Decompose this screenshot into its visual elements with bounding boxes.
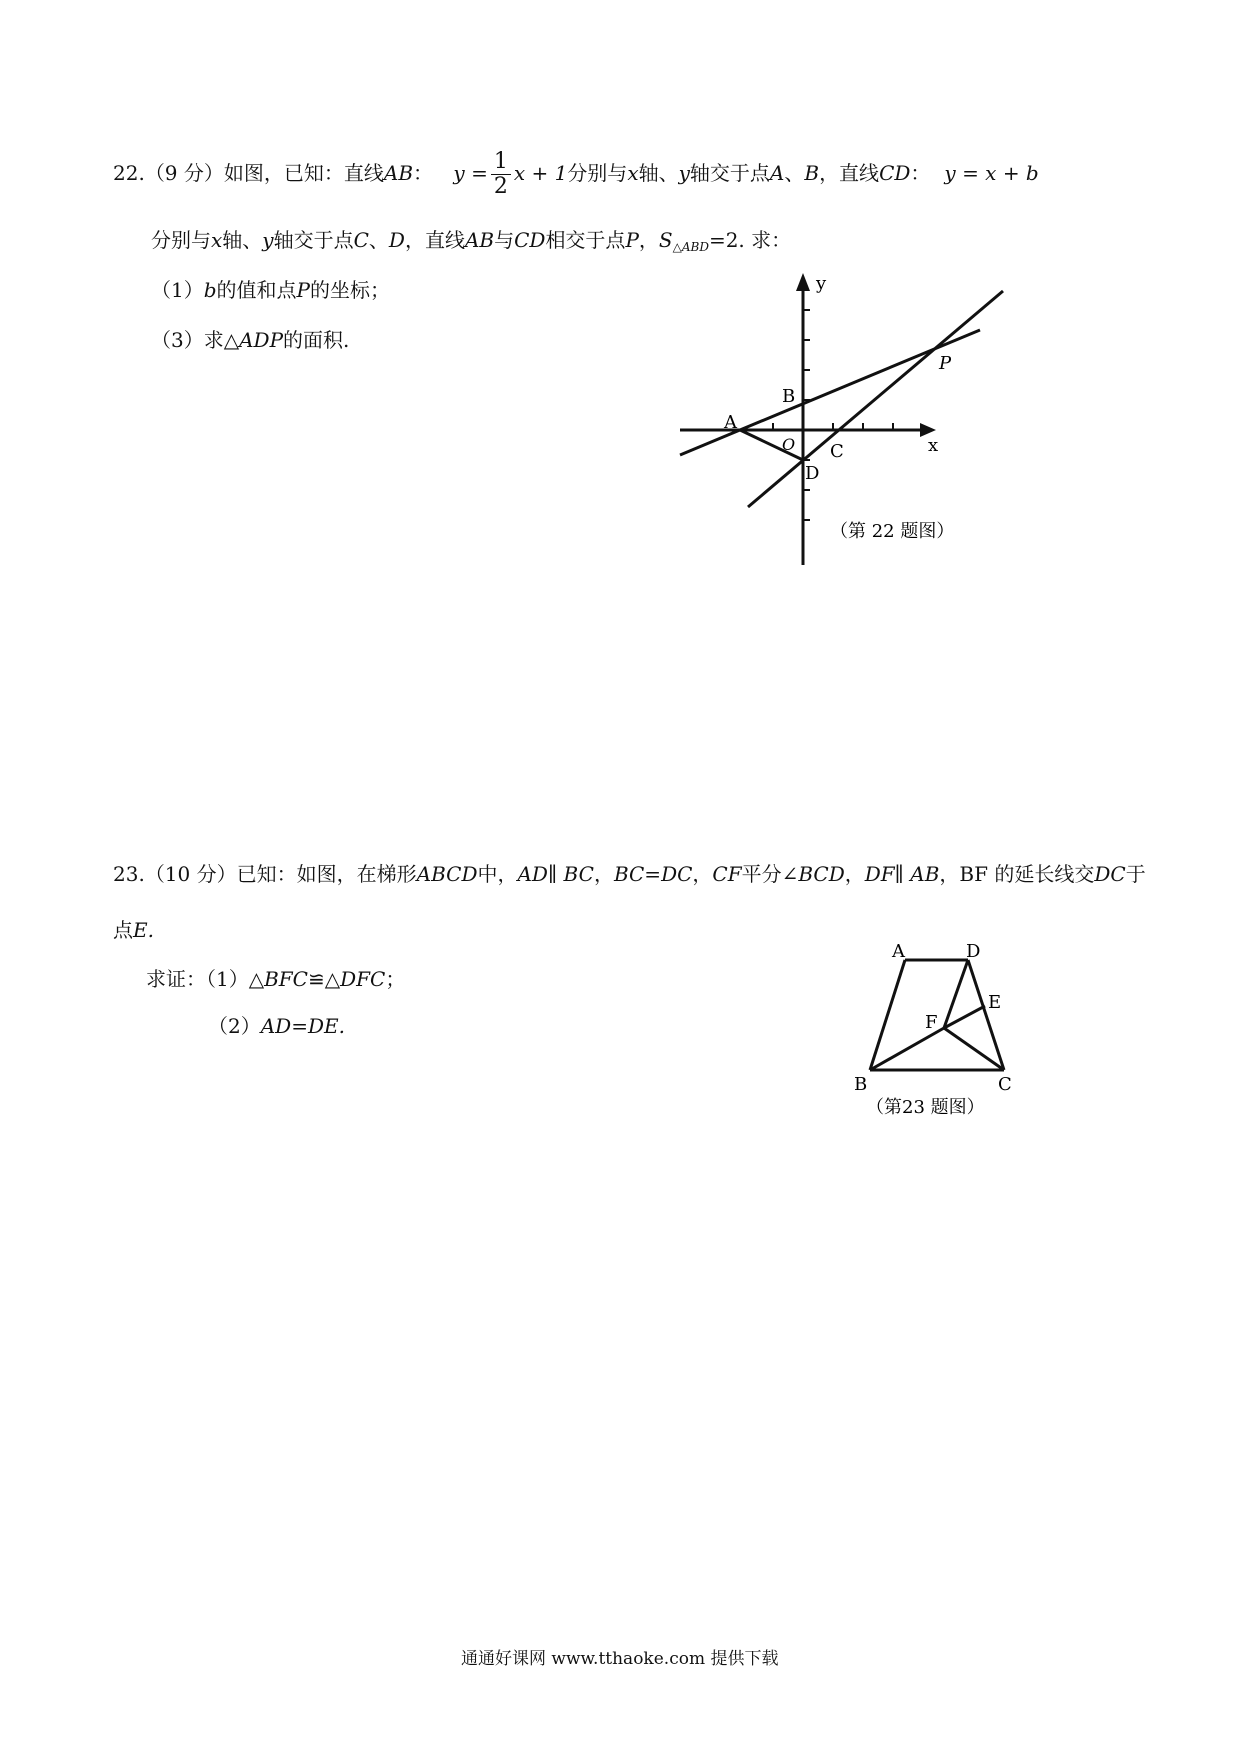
q22-line2 (151, 226, 791, 261)
q23-cond2: BC=DC (613, 862, 693, 886)
q23-prove-prefix: 求证：（1）△ (146, 967, 265, 991)
label-c: C (830, 441, 844, 462)
label-x: x (928, 435, 939, 456)
q23-comma: ， (692, 862, 713, 886)
fraction-numerator: 1 (491, 150, 511, 175)
label-d: D (966, 941, 981, 962)
q23-point-e: E. (133, 918, 154, 942)
q22-sub3 (151, 326, 349, 354)
q22-text: ，直线 (404, 228, 465, 252)
q22-area-s: S (658, 228, 673, 252)
q23-prove1-b: DFC (340, 967, 386, 991)
q23-comma: ， (593, 862, 614, 886)
q23-text: 于 (1125, 862, 1146, 886)
q22-sub3-prefix: （3）求△ (151, 328, 240, 352)
q22-text: 轴交于点 (689, 161, 770, 185)
q23-comma: ， (844, 862, 865, 886)
q22-line1 (113, 150, 1039, 199)
q22-sep: 、 (368, 228, 389, 252)
q22-point-d: D (388, 228, 405, 252)
q23-prove1-mid: ≌△ (308, 967, 341, 991)
label-b: B (782, 386, 796, 407)
label-d: D (805, 463, 820, 484)
q22-fraction (491, 150, 511, 199)
q23-number: 23. (113, 862, 145, 886)
q23-cond3-a: CF (712, 862, 742, 886)
q22-sub1-p: P (296, 278, 311, 302)
q22-sub1-end: 的坐标； (310, 278, 391, 302)
q22-sub1 (151, 276, 390, 304)
q22-line-ab: AB (383, 161, 414, 185)
q22-sub3-end: 的面积. (283, 328, 350, 352)
q22-eq1-rhs: x + 1 (513, 161, 568, 185)
figure-22 (660, 265, 1020, 575)
q22-number: 22. (113, 161, 145, 185)
segment-fc (944, 1028, 1004, 1070)
q23-prove1 (146, 965, 405, 993)
q23-prove1-a: BFC (264, 967, 308, 991)
q22-text: ，直线 (819, 161, 880, 185)
q22-colon: ： (910, 161, 931, 185)
q23-cond1: AD∥ BC (517, 862, 594, 886)
q22-point-c: C (353, 228, 369, 252)
q22-line-ab: AB (464, 228, 495, 252)
q22-sub1-text: 的值和点 (216, 278, 297, 302)
fraction-denominator: 2 (493, 174, 508, 199)
q23-prove1-end: ； (385, 967, 406, 991)
q22-y-var: y (678, 161, 690, 185)
q22-text: 轴、 (638, 161, 679, 185)
q23-text: 点 (113, 918, 133, 942)
label-c: C (998, 1074, 1012, 1095)
q22-point-b: B (804, 161, 820, 185)
q23-line2 (113, 916, 154, 944)
q23-score: （10 分） (144, 862, 237, 886)
q22-text: 与 (494, 228, 515, 252)
label-e: E (988, 992, 1002, 1013)
q22-x-var: x (211, 228, 223, 252)
label-o: O (782, 435, 796, 454)
q22-eq1-lhs: y = (453, 161, 488, 185)
q22-eq2: y = x + b (944, 161, 1039, 185)
q22-area-val: =2. 求： (708, 228, 792, 252)
segment-dc (968, 960, 1004, 1070)
q22-text: 相交于点 (545, 228, 626, 252)
q22-line-cd: CD (879, 161, 911, 185)
q22-text: 分别与 (567, 161, 628, 185)
q22-y-var: y (262, 228, 274, 252)
q23-cond4: DF∥ AB (864, 862, 940, 886)
q22-line-cd: CD (514, 228, 546, 252)
q22-colon: ： (413, 161, 434, 185)
q23-dc: DC (1094, 862, 1126, 886)
q23-cond3-b: 平分∠ (741, 862, 799, 886)
label-a: A (892, 941, 905, 962)
q23-text: 已知：如图，在梯形 (236, 862, 417, 886)
figure-22-caption: （第 22 题图） (830, 521, 955, 542)
q23-prove2 (208, 1012, 345, 1040)
q23-cond3-c: BCD (798, 862, 845, 886)
q22-area-sub: △ABD (672, 240, 709, 254)
figure-23 (840, 930, 1040, 1125)
q23-trap: ABCD (416, 862, 478, 886)
label-y: y (816, 273, 827, 294)
figure-23-caption: （第23 题图） (866, 1097, 985, 1118)
label-f: F (925, 1012, 938, 1033)
q22-sub1-b: b (203, 278, 217, 302)
q22-sub1-prefix: （1） (151, 278, 204, 302)
q22-score: （9 分） (144, 161, 224, 185)
label-p: P (939, 353, 952, 374)
page-footer: 通通好课网 www.tthaoke.com 提供下载 (461, 1649, 779, 1669)
q22-x-var: x (627, 161, 639, 185)
q23-text: ，BF 的延长线交 (939, 862, 1095, 886)
y-axis-arrow (796, 273, 810, 291)
q22-sub3-name: ADP (239, 328, 284, 352)
q22-sep: 、 (784, 161, 805, 185)
q22-text: 轴、 (222, 228, 263, 252)
label-a: A (724, 412, 737, 433)
q23-prove2: AD=DE. (260, 1014, 345, 1038)
q22-text: 分别与 (151, 228, 211, 252)
q23-line1 (113, 860, 1146, 888)
q22-text: 轴交于点 (273, 228, 354, 252)
q22-point-p: P (625, 228, 639, 252)
q23-text: 中， (477, 862, 518, 886)
q22-text: 如图，已知：直线 (223, 161, 384, 185)
q22-text: ， (638, 228, 659, 252)
q22-point-a: A (769, 161, 785, 185)
label-b: B (854, 1074, 868, 1095)
q23-prove2-prefix: （2） (208, 1014, 261, 1038)
